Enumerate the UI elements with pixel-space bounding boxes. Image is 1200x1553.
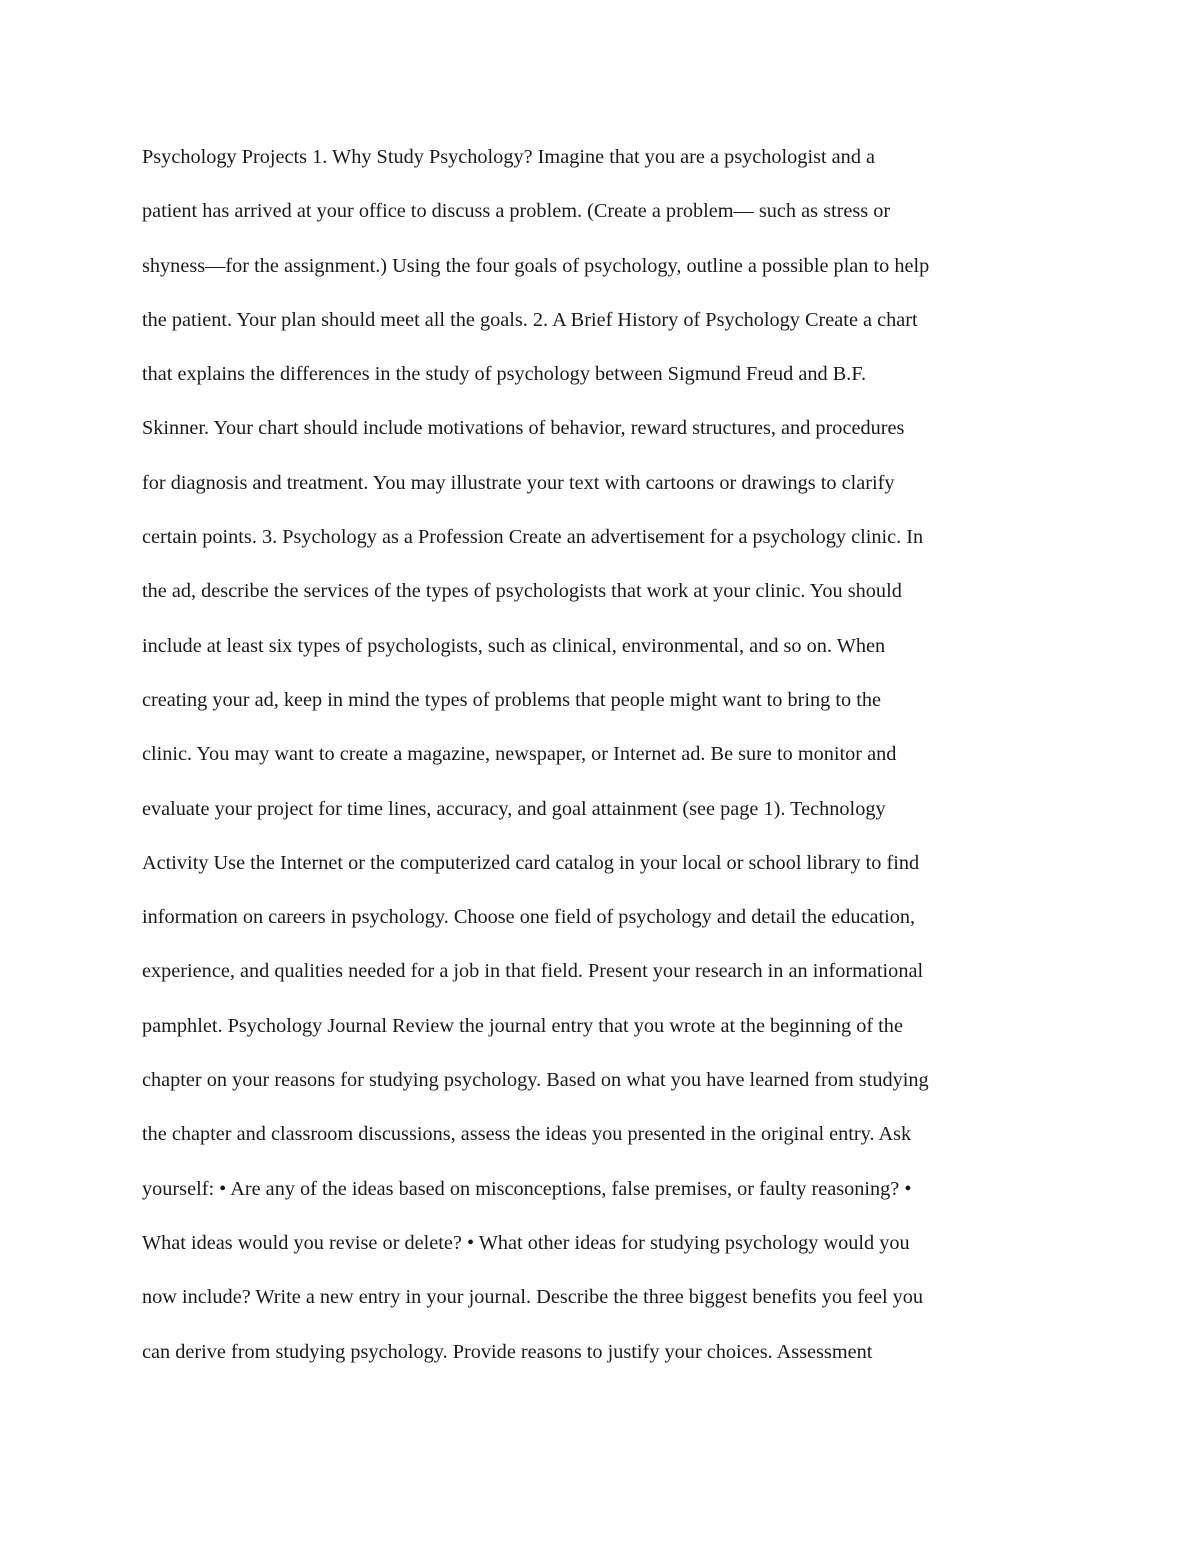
text-line-21: What ideas would you revise or delete? • What other ideas for studying psychology would you xyxy=(142,1231,910,1254)
text-line-7: for diagnosis and treatment. You may illustrate your text with cartoons or drawings to clarify xyxy=(142,471,895,494)
text-line-8: certain points. 3. Psychology as a Profession Create an advertisement for a psychology clinic. In xyxy=(142,526,924,549)
text-line-19: the chapter and classroom discussions, assess the ideas you presented in the original entry. Ask xyxy=(142,1123,912,1146)
text-line-15: information on careers in psychology. Choose one field of psychology and detail the education, xyxy=(142,906,916,929)
text-line-6: Skinner. Your chart should include motivations of behavior, reward structures, and procedures xyxy=(142,417,905,440)
text-line-10: include at least six types of psychologists, such as clinical, environmental, and so on. When xyxy=(142,634,886,657)
text-line-5: that explains the differences in the study of psychology between Sigmund Freud and B.F. xyxy=(142,363,867,386)
text-line-4: the patient. Your plan should meet all the goals. 2. A Brief History of Psychology Create a chart xyxy=(142,308,918,331)
body-text xyxy=(142,140,1082,1389)
text-line-18: chapter on your reasons for studying psychology. Based on what you have learned from studying xyxy=(142,1069,929,1092)
text-line-22: now include? Write a new entry in your journal. Describe the three biggest benefits you feel you xyxy=(142,1286,924,1309)
text-line-16: experience, and qualities needed for a job in that field. Present your research in an informational xyxy=(142,960,924,983)
text-line-11: creating your ad, keep in mind the types of problems that people might want to bring to the xyxy=(142,688,881,711)
text-line-17: pamphlet. Psychology Journal Review the journal entry that you wrote at the beginning of the xyxy=(142,1014,903,1037)
text-line-20: yourself: • Are any of the ideas based on misconceptions, false premises, or faulty reasoning? • xyxy=(142,1177,912,1200)
text-line-3: shyness—for the assignment.) Using the four goals of psychology, outline a possible plan to help xyxy=(142,254,930,277)
text-line-13: evaluate your project for time lines, accuracy, and goal attainment (see page 1). Technology xyxy=(142,797,886,820)
text-line-23: can derive from studying psychology. Provide reasons to justify your choices. Assessment xyxy=(142,1340,873,1363)
text-line-9: the ad, describe the services of the types of psychologists that work at your clinic. You should xyxy=(142,580,902,603)
text-line-1: Psychology Projects 1. Why Study Psychology? Imagine that you are a psychologist and a xyxy=(142,146,876,168)
text-line-14: Activity Use the Internet or the computerized card catalog in your local or school library to find xyxy=(142,851,920,874)
text-line-2: patient has arrived at your office to discuss a problem. (Create a problem— such as stress or xyxy=(142,200,891,223)
text-line-12: clinic. You may want to create a magazine, newspaper, or Internet ad. Be sure to monitor and xyxy=(142,743,897,766)
